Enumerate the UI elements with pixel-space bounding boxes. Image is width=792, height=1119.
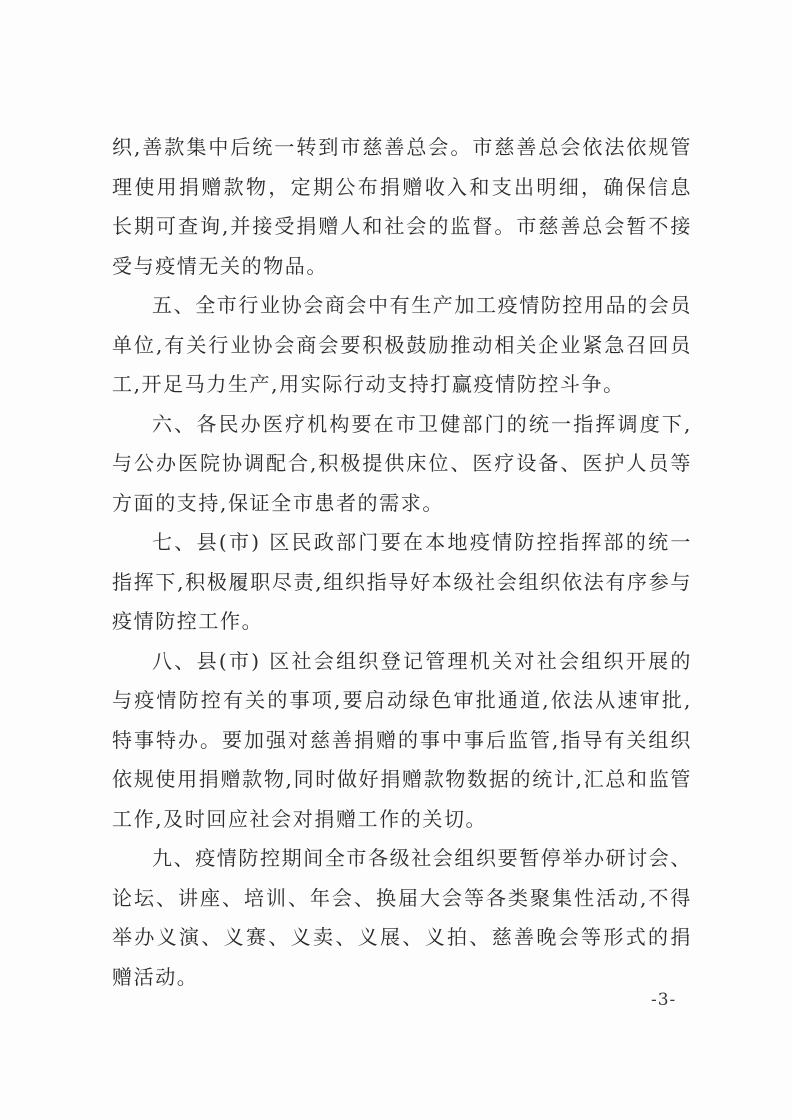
paragraph-item-6: 六、各民办医疗机构要在市卫健部门的统一指挥调度下,与公办医院协调配合,积极提供床位、医疗设备、医护人员等方面的支持,保证全市患者的需求。: [112, 411, 692, 515]
paragraph-item-7: 七、县(市) 区民政部门要在本地疫情防控指挥部的统一指挥下,积极履职尽责,组织指导好本级社会组织依法有序参与疫情防控工作。: [112, 530, 692, 633]
paragraph-item-8: 八、县(市) 区社会组织登记管理机关对社会组织开展的与疫情防控有关的事项,要启动绿色审批通道,依法从速审批,特事特办。要加强对慈善捐赠的事中事后监管,指导有关组织依规使用捐赠款物,同时做好捐赠款物数据的统计,汇总和监管工作,及时回应社会对捐赠工作的关切。: [112, 648, 692, 831]
paragraph-item-5: 五、全市行业协会商会中有生产加工疫情防控用品的会员单位,有关行业协会商会要积极鼓励推动相关企业紧急召回员工,开足马力生产,用实际行动支持打赢疫情防控斗争。: [112, 293, 692, 396]
page-number: -3-: [651, 990, 677, 1010]
paragraph-continuation: 织,善款集中后统一转到市慈善总会。市慈善总会依法依规管理使用捐赠款物，定期公布捐赠收入和支出明细，确保信息长期可查询,并接受捐赠人和社会的监督。市慈善总会暂不接受与疫情无关的物品。: [112, 135, 692, 278]
paragraph-item-9: 九、疫情防控期间全市各级社会组织要暂停举办研讨会、论坛、讲座、培训、年会、换届大会等各类聚集性活动,不得举办义演、义赛、义卖、义展、义拍、慈善晚会等形式的捐赠活动。: [112, 846, 692, 989]
body-text: [112, 128, 692, 997]
